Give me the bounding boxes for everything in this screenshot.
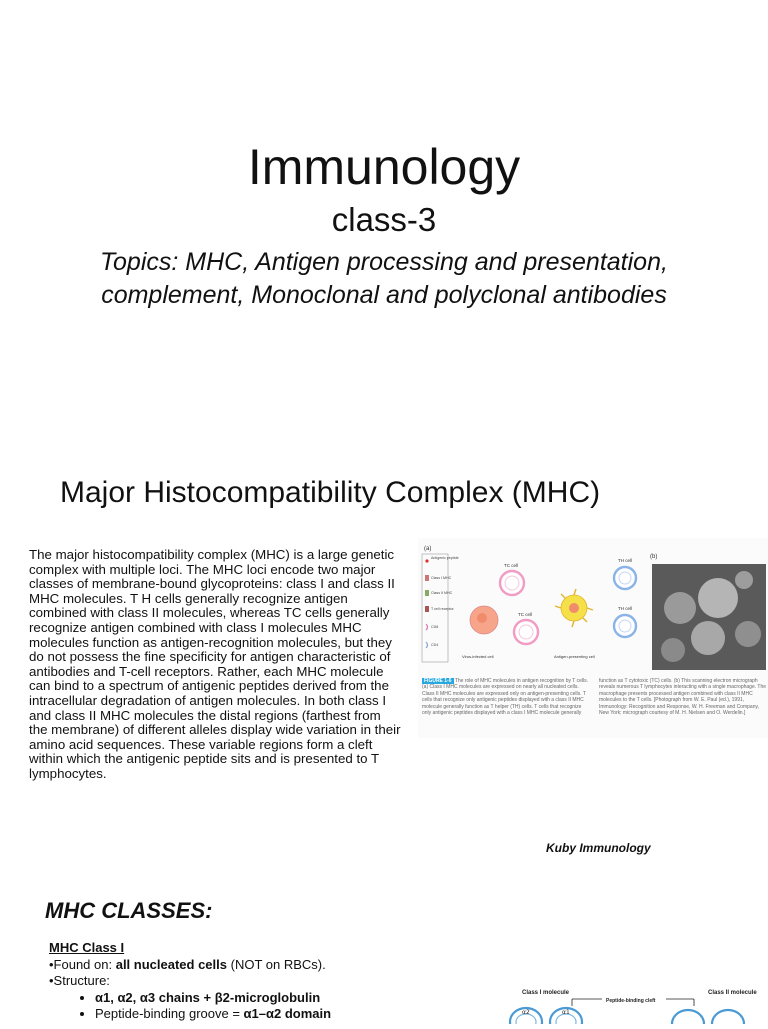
topics-text xyxy=(40,246,728,312)
title-slide xyxy=(0,0,768,430)
structure-list xyxy=(49,990,479,1023)
th-cell-1-label: TH cell xyxy=(618,558,633,563)
th-cell-2-label: TH cell xyxy=(618,606,633,611)
class2-mhc-icon xyxy=(425,590,429,596)
apc-cell-label: Antigen-presenting cell xyxy=(554,654,595,659)
legend-item-cd8: CD8 xyxy=(431,625,439,629)
legend-item-class1: Class I MHC xyxy=(431,576,452,580)
tc-cell-2-label: TC cell xyxy=(518,612,533,617)
groove-bold: α1–α2 domain xyxy=(243,1006,332,1021)
class1-heading: MHC Class I xyxy=(49,940,125,955)
class2-molecule-label: Class II molecule xyxy=(708,990,757,996)
page-title: Immunology xyxy=(247,139,521,195)
figure-tag: FIGURE 1-6 xyxy=(424,678,452,684)
panel-b-label: (b) xyxy=(650,554,658,560)
mhc-structure-diagram xyxy=(488,984,768,1024)
list-item xyxy=(95,1006,479,1023)
class1-molecule-label: Class I molecule xyxy=(522,990,570,996)
legend-item-class2: Class II MHC xyxy=(431,591,453,595)
groove-prefix: Peptide-binding groove = xyxy=(95,1006,244,1021)
legend-item-peptide: Antigenic peptide xyxy=(431,556,459,560)
structure-line: •Structure: xyxy=(49,973,110,988)
found-bold: all nucleated cells xyxy=(115,956,227,972)
antigenic-peptide-icon xyxy=(425,559,428,562)
mhc-structure-svg xyxy=(488,984,768,1024)
peptide-cleft-label: Peptide-binding cleft xyxy=(606,998,656,1004)
mhc-section-title: Major Histocompatibility Complex (MHC) xyxy=(60,476,601,509)
list-item xyxy=(95,990,479,1007)
mhc-class1-section xyxy=(49,940,479,1023)
found-on-line xyxy=(49,957,479,974)
alpha2-label: α2 xyxy=(522,1009,530,1016)
legend-item-cd4: CD4 xyxy=(431,643,439,647)
panel-a-label: (a) xyxy=(424,546,432,552)
figure-caption-left: The role of MHC molecules in antigen recognition by T cells. (a) Class I MHC molecules are expressed on nearly all nucleated cells. Class II MHC molecules are expressed only on antigen-presenting cells. T cells that recognize only antigenic peptides displayed with a class II MHC molecule generally function as T helper (TH) cells. T cells that recognize only antigenic peptides displayed with a class I MHC molecule generally function as T cytotoxic (TC) xyxy=(422,678,660,717)
tcr-icon xyxy=(425,606,429,612)
figure-caption-right: cells. (b) This scanning electron micrograph reveals numerous T lymphocytes interacting with a single macrophage. The macrophage presents processed antigen combined with class II MHC molecules to the T cells. [Photograph from W. E. Paul (ed.), 1991, Immunology: Recognition and Response, W. H. Freeman and Company, New York; micrograph courtesy of M. H. Nielsen and O. Werdelin.] xyxy=(599,678,767,717)
found-prefix: •Found on: xyxy=(49,956,116,972)
topics-line-1: Topics: MHC, Antigen processing and presentation, xyxy=(100,248,668,276)
chains-text: α1, α2, α3 chains + β2-microglobulin xyxy=(95,989,321,1005)
mhc-figure-illustration xyxy=(418,538,768,678)
source-credit: Kuby Immunology xyxy=(546,841,651,855)
nucleus-icon xyxy=(477,613,487,623)
tc-cell-1-label: TC cell xyxy=(504,563,519,568)
mhc-description: The major histocompatibility complex (MHC) is a large genetic complex with multiple loci. The MHC loci encode two major classes of membrane-bound glycoproteins: class I and class II MHC molecules. T H cells generally recognize antigen combined with class II molecules, whereas TC cells generally recognize antigen combined with class I molecules MHC molecules function as antigen-recognition molecules, but they do not possess the fine specificity for antigen characteristic of antibodies and T-cell receptors. Rather, each MHC molecule can bind to a spectrum of antigenic peptides derived from the intracellular degradation of antigen molecules. In both class I and class II MHC molecules the distal regions (farthest from the membrane) of different alleles display wide variation in their amino acid sequences. These variable regions form a cleft within which the antigenic peptide sits and is presented to T lymphocytes. xyxy=(29,547,401,781)
figure-caption xyxy=(422,678,768,716)
page-subtitle: class-3 xyxy=(331,201,437,238)
topics-line-2: complement, Monoclonal and polyclonal antibodies xyxy=(101,281,667,309)
class1-mhc-icon xyxy=(425,575,429,581)
mhc-classes-title: MHC CLASSES: xyxy=(45,898,213,923)
alpha1-label: α1 xyxy=(562,1009,570,1016)
class2-domain-1 xyxy=(672,1010,704,1024)
class2-domain-2 xyxy=(712,1010,744,1024)
legend-item-tcr: T cell receptor xyxy=(431,607,454,611)
found-suffix: (NOT on RBCs). xyxy=(227,956,326,972)
virus-cell-label: Virus-infected cell xyxy=(462,654,494,659)
